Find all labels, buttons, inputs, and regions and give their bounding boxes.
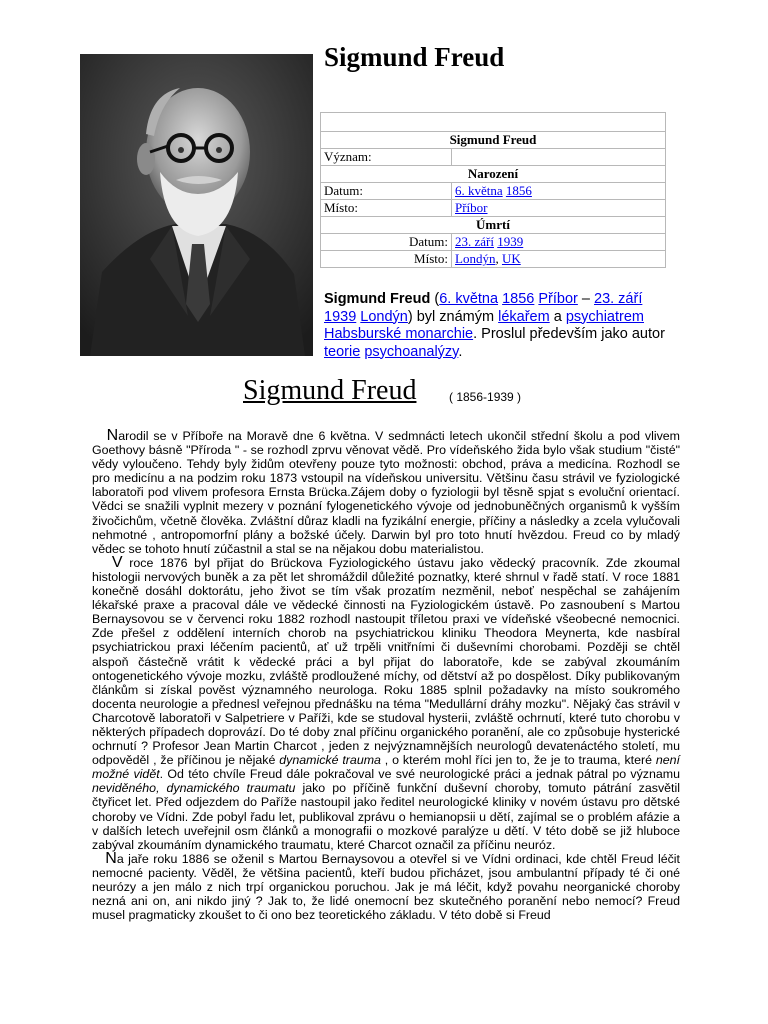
birth-header: Narození <box>321 166 666 183</box>
article-heading: Sigmund Freud <box>243 375 417 406</box>
paragraph-2-text-d: jako po příčině funkční duševní choroby, tomuto pátrání zasvětil čtyřicet let. Před odjezdem do Paříže nastoupil jako ředitel neurologické kliniky v novém ústavu pro dětské choroby ve Vídni. Zde pobyl řadu let, publikoval zprávu o hemianopsii u dětí, zajímal se o problém afázie a v dalších letech uveřejnil osm článků a monografii o mozkové paralýze u dětí. V této době se již hluboce zabýval zkoumáním dynamického traumatu, které Charcot označil za příčinu neuróz. <box>92 781 680 852</box>
summary-paragraph <box>324 291 674 361</box>
paragraph-1-initial: N <box>106 427 119 444</box>
summary-text-2: a <box>549 308 566 325</box>
death-date-value <box>452 234 666 251</box>
infobox-death-header-row <box>321 217 666 234</box>
paragraph-2-emphasis-1: dynamické trauma <box>279 753 381 768</box>
infobox-row-death-place <box>321 251 666 268</box>
article-body <box>92 429 680 922</box>
summary-psychoanalysis-link[interactable]: psychoanalýzy <box>364 343 459 360</box>
infobox-row-birth-date <box>321 183 666 200</box>
summary-birth-place-link[interactable]: Příbor <box>538 291 578 307</box>
meaning-label: Význam: <box>321 149 452 166</box>
death-place-label: Místo: <box>321 251 452 268</box>
paragraph-2-text-c: . Od této chvíle Freud dále pokračoval ve své neurologické práci a jednak pátral po významu <box>159 767 680 782</box>
death-place-value <box>452 251 666 268</box>
summary-dash: – <box>577 291 594 307</box>
paragraph-1-text: arodil se v Příboře na Moravě dne 6 května. V sedmnácti letech ukončil střední školu a pod vlivem Goethovy básně "Příroda " - se rozhodl zprvu věnovat vědě. Pro vídeňského žida bylo však studium "čisté" vědy vyloučeno. Tehdy byly židům otevřeny pouze tyto možnosti: obchod, práva a medicína. Rozhodl se pro medicínu a na podzim roku 1873 vstoupil na vídeňskou universitu. Většinu času strávil ve fyziologické laboratoři pod vlivem profesora Ernsta Brücka.Zájem doby o fyziologii byl těsně spjat s evoluční orientací. Vědci se snažili vyplnit mezery v poznání fylogenetického vývoje od jednobuněčných organismů k vyšším živočichům, včetně člověka. Zvláštní důraz kladli na fyzikální energie, příčiny a následky a zcela vylučovali nehmotné , antropomorfní plány a božské účely. Darwin byl pro toto hnutí hvězdou. Freud co by mladý vědec se tohoto hnutí zúčastnil a stal se na nějakou dobu materialistou. <box>92 429 681 556</box>
portrait-photo <box>80 54 313 356</box>
infobox-title-row <box>321 132 666 149</box>
summary-text-1: ) byl známým <box>407 308 499 325</box>
paragraph-2-text-b: , o kterém mohl říci jen to, že je to trauma, které <box>380 753 656 768</box>
death-separator: , <box>495 251 502 266</box>
infobox-table <box>320 112 666 268</box>
birth-year-link[interactable]: 1856 <box>505 183 532 198</box>
summary-doctor-link[interactable]: lékařem <box>498 308 550 325</box>
summary-theory-link[interactable]: teorie <box>324 343 361 360</box>
summary-birth-year-link[interactable]: 1856 <box>502 291 535 307</box>
paragraph-1 <box>92 429 680 556</box>
paragraph-2-text-a: roce 1876 byl přijat do Brückova Fyziologického ústavu jako vědecký pracovník. Zde zkoumal histologii nervových buněk a za pět let shromáždil důležité poznatky, které shrnul v řadě statí. V roce 1881 konečně dosáhl doktorátu, jeho život se tím však prozatím nezměnil, neboť nespěchal se zahájením lékařské praxe a pracoval dále ve vědecké činnosti na Fyziologickém ústavě. Po zasnoubení s Martou Bernaysovou se v červenci roku 1882 rozhodl nastoupit tříletou praxi ve vídeňské všeobecné nemocnici. Zde přešel z oddělení interních chorob na psychiatrickou kliniku Theodora Meynerta, kde nasbíral psychiatrickou praxi léčením pacientů, ať už trpěli vnitřními či duševními chorobami. Později se chtěl alspoň částečně vrátit k vědecké práci a byl přijat do laboratoře, kde se zabýval zkoumáním ontogenetického vývoje mozku, zvláště prodloužené míchy, od dětství až po dospělost. Díky publikovaným článkům si získal pověst významného neurologa. Roku 1885 splnil požadavky na místo soukromého docenta neurologie a přednesl veřejnou přednášku na téma "Medullární dráhy mozku". Nějaký čas strávil v Charcotově laboratoři v Salpetriere v Paříži, kde se studoval hysterii, zvláště ochrnutí, které tuto chorobu v některých případech doprovází. Do té doby znal příčinu organického poranění, ale co způsobuje hysterické ochrnutí ? Profesor Jean Martin Charcot , jeden z nejvýznamnějších neurologů devatenáctého století, mu odpověděl , že příčinou je nějaké <box>92 555 680 768</box>
summary-monarchy-link[interactable]: Habsburské monarchie <box>324 326 474 342</box>
birth-date-value <box>452 183 666 200</box>
paragraph-3-initial: N <box>105 849 117 867</box>
paragraph-2-emphasis-2: není možné vidět <box>92 753 680 782</box>
summary-birth-day-link[interactable]: 6. května <box>439 291 499 307</box>
summary-period: . <box>458 343 463 360</box>
death-country-link[interactable]: UK <box>501 251 521 266</box>
infobox-row-birth-place <box>321 200 666 217</box>
birth-date-label: Datum: <box>321 183 452 200</box>
infobox-empty-cell <box>321 113 666 132</box>
infobox-title: Sigmund Freud <box>321 132 666 149</box>
summary-death-place-link[interactable]: Londýn <box>360 308 408 325</box>
death-header: Úmrtí <box>321 217 666 234</box>
page-title: Sigmund Freud <box>324 42 505 72</box>
birth-place-link[interactable]: Příbor <box>455 200 488 215</box>
portrait-image <box>80 54 313 356</box>
infobox-row-death-date <box>321 234 666 251</box>
birth-place-label: Místo: <box>321 200 452 217</box>
death-year-link[interactable]: 1939 <box>497 234 524 249</box>
death-day-link[interactable]: 23. září <box>455 234 494 249</box>
paragraph-3 <box>92 849 680 923</box>
birth-day-link[interactable]: 6. května <box>455 183 503 198</box>
paragraph-2-initial: V <box>111 553 123 571</box>
infobox-birth-header-row <box>321 166 666 183</box>
birth-place-value <box>452 200 666 217</box>
infobox-empty-row <box>321 113 666 132</box>
paragraph-2 <box>92 553 680 852</box>
meaning-value <box>452 149 666 166</box>
death-date-label: Datum: <box>321 234 452 251</box>
summary-name: Sigmund Freud <box>324 291 431 307</box>
summary-death-year-link[interactable]: 1939 <box>324 308 357 325</box>
article-years: ( 1856-1939 ) <box>449 390 522 404</box>
death-city-link[interactable]: Londýn <box>455 251 496 266</box>
summary-death-day-link[interactable]: 23. září <box>594 291 643 307</box>
paragraph-3-text: a jaře roku 1886 se oženil s Martou Bernaysovou a otevřel si ve Vídni ordinaci, kde chtěl Freud léčit nemocné pacienty. Věděl, že většina pacientů, kteří budou přicházet, jsou ambulantní případy té či oné neurózy a jen málo z nich trpí organickou poruchou. Jak je má léčit, když povahu neorganické choroby nezná ani on, ani nikdo jiný ? Jak to, že lidé onemocní bez skutečného poranění nebo nemocí? Freud musel pragmaticky zkoušet to či ono bez teoretického základu. V této době si Freud <box>92 851 680 923</box>
paragraph-2-emphasis-3: neviděného, dynamického traumatu <box>92 781 296 796</box>
summary-text-3: . Proslul především jako autor <box>473 326 665 342</box>
summary-psychiatrist-link[interactable]: psychiatrem <box>565 308 644 325</box>
infobox-row-meaning <box>321 149 666 166</box>
summary-open-paren: ( <box>430 291 440 307</box>
